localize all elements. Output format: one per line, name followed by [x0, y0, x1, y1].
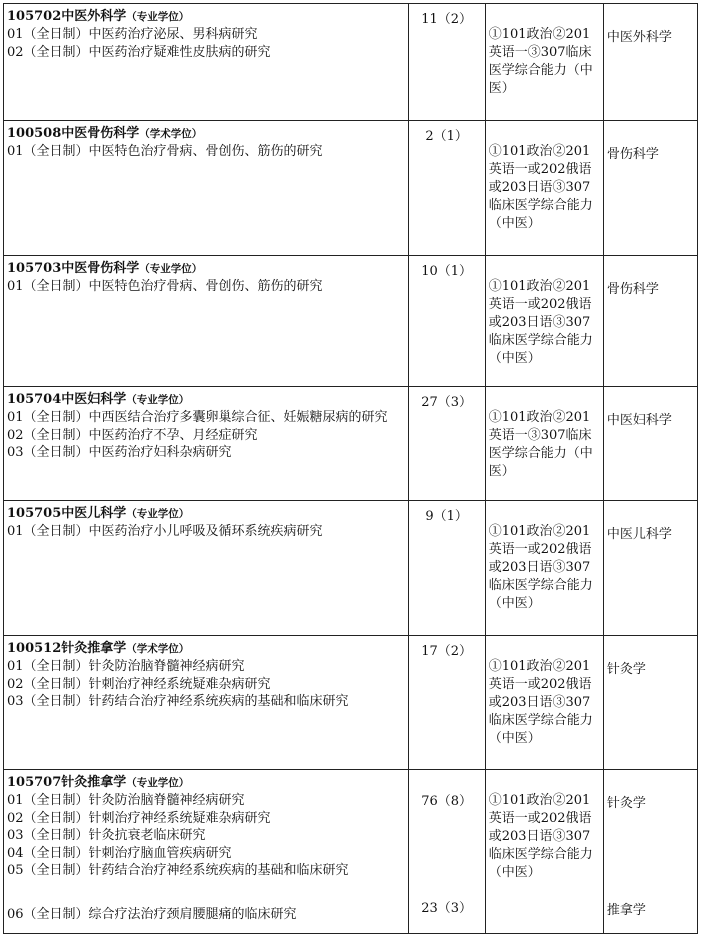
program-info-cell — [4, 121, 409, 256]
research-direction: 03（全日制）针药结合治疗神经系统疾病的基础和临床研究 — [7, 694, 349, 709]
enrollment-count: 2（1） — [425, 129, 468, 144]
program-table — [3, 3, 698, 934]
enrollment-count: 27（3） — [421, 395, 473, 410]
program-info-cell — [4, 256, 409, 387]
research-direction: 01（全日制）中西医结合治疗多囊卵巢综合征、妊娠糖尿病的研究 — [7, 410, 388, 425]
major-name: 中医妇科学 — [606, 413, 672, 428]
degree-type: （专业学位） — [126, 777, 190, 789]
program-title: 100508中医骨伤科学（学术学位） — [7, 126, 203, 141]
program-title: 105703中医骨伤科学（专业学位） — [7, 261, 203, 276]
program-info-cell — [4, 636, 409, 770]
research-direction: 01（全日制）中医特色治疗骨病、骨创伤、筋伤的研究 — [7, 144, 323, 159]
research-direction: 03（全日制）针灸抗衰老临床研究 — [7, 828, 206, 843]
research-direction: 02（全日制）中医药治疗疑难性皮肤病的研究 — [7, 44, 271, 60]
program-title: 105702中医外科学（专业学位） — [7, 9, 190, 24]
major-name: 推拿学 — [606, 903, 646, 918]
degree-type: （专业学位） — [126, 508, 190, 520]
enrollment-count: 9（1） — [425, 509, 468, 524]
research-direction: 01（全日制）中医药治疗泌尿、男科病研究 — [7, 27, 258, 42]
program-info-cell — [4, 387, 409, 501]
major-name: 骨伤科学 — [606, 282, 659, 297]
research-direction: 05（全日制）针药结合治疗神经系统疾病的基础和临床研究 — [7, 863, 349, 878]
research-direction: 01（全日制）针灸防治脑脊髓神经病研究 — [7, 659, 245, 674]
degree-type: （专业学位） — [126, 394, 190, 406]
program-row — [4, 256, 698, 387]
exam-subjects: ①101政治②201英语一③307临床医学综合能力（中医） — [488, 410, 593, 479]
major-name: 针灸学 — [606, 662, 646, 677]
research-direction: 06（全日制）综合疗法治疗颈肩腰腿痛的临床研究 — [7, 906, 297, 922]
major-name: 针灸学 — [606, 796, 646, 811]
major-name: 骨伤科学 — [606, 147, 659, 162]
exam-subjects: ①101政治②201英语一或202俄语或203日语③307临床医学综合能力（中医） — [488, 279, 593, 366]
degree-type: （学术学位） — [126, 643, 190, 655]
program-row — [4, 501, 698, 636]
research-direction: 01（全日制）针灸防治脑脊髓神经病研究 — [7, 793, 245, 808]
exam-subjects: ①101政治②201英语一或202俄语或203日语③307临床医学综合能力（中医） — [488, 659, 593, 746]
research-direction: 01（全日制）中医药治疗小儿呼吸及循环系统疾病研究 — [7, 524, 323, 539]
program-info-cell — [4, 4, 409, 121]
exam-subjects: ①101政治②201英语一或202俄语或203日语③307临床医学综合能力（中医） — [488, 144, 593, 231]
degree-type: （学术学位） — [139, 128, 203, 140]
program-info-cell — [4, 770, 409, 934]
research-direction: 03（全日制）中医药治疗妇科杂病研究 — [7, 445, 232, 460]
program-title: 105705中医儿科学（专业学位） — [7, 506, 190, 521]
research-direction: 02（全日制）针刺治疗神经系统疑难杂病研究 — [7, 810, 271, 826]
enrollment-count: 10（1） — [421, 264, 473, 279]
program-row — [4, 636, 698, 770]
enrollment-count: 17（2） — [421, 644, 473, 659]
program-row — [4, 770, 698, 934]
enrollment-count: 76（8） — [421, 794, 473, 809]
program-title: 100512针灸推拿学（学术学位） — [7, 641, 190, 656]
enrollment-count: 11（2） — [421, 12, 473, 27]
program-title: 105704中医妇科学（专业学位） — [7, 392, 190, 407]
program-info-cell — [4, 501, 409, 636]
degree-type: （专业学位） — [126, 11, 190, 23]
program-title: 105707针灸推拿学（专业学位） — [7, 775, 190, 790]
exam-subjects: ①101政治②201英语一③307临床医学综合能力（中医） — [488, 27, 593, 96]
program-row — [4, 121, 698, 256]
program-row — [4, 4, 698, 121]
research-direction: 01（全日制）中医特色治疗骨病、骨创伤、筋伤的研究 — [7, 279, 323, 294]
enrollment-count: 23（3） — [421, 901, 473, 916]
research-direction: 02（全日制）中医药治疗不孕、月经症研究 — [7, 427, 258, 443]
degree-type: （专业学位） — [139, 263, 203, 275]
major-name: 中医外科学 — [606, 30, 672, 45]
program-row — [4, 387, 698, 501]
exam-subjects: ①101政治②201英语一或202俄语或203日语③307临床医学综合能力（中医） — [488, 524, 593, 611]
research-direction: 04（全日制）针刺治疗脑血管疾病研究 — [7, 845, 232, 861]
major-name: 中医儿科学 — [606, 527, 672, 542]
exam-subjects: ①101政治②201英语一或202俄语或203日语③307临床医学综合能力（中医） — [488, 793, 593, 880]
research-direction: 02（全日制）针刺治疗神经系统疑难杂病研究 — [7, 676, 271, 692]
